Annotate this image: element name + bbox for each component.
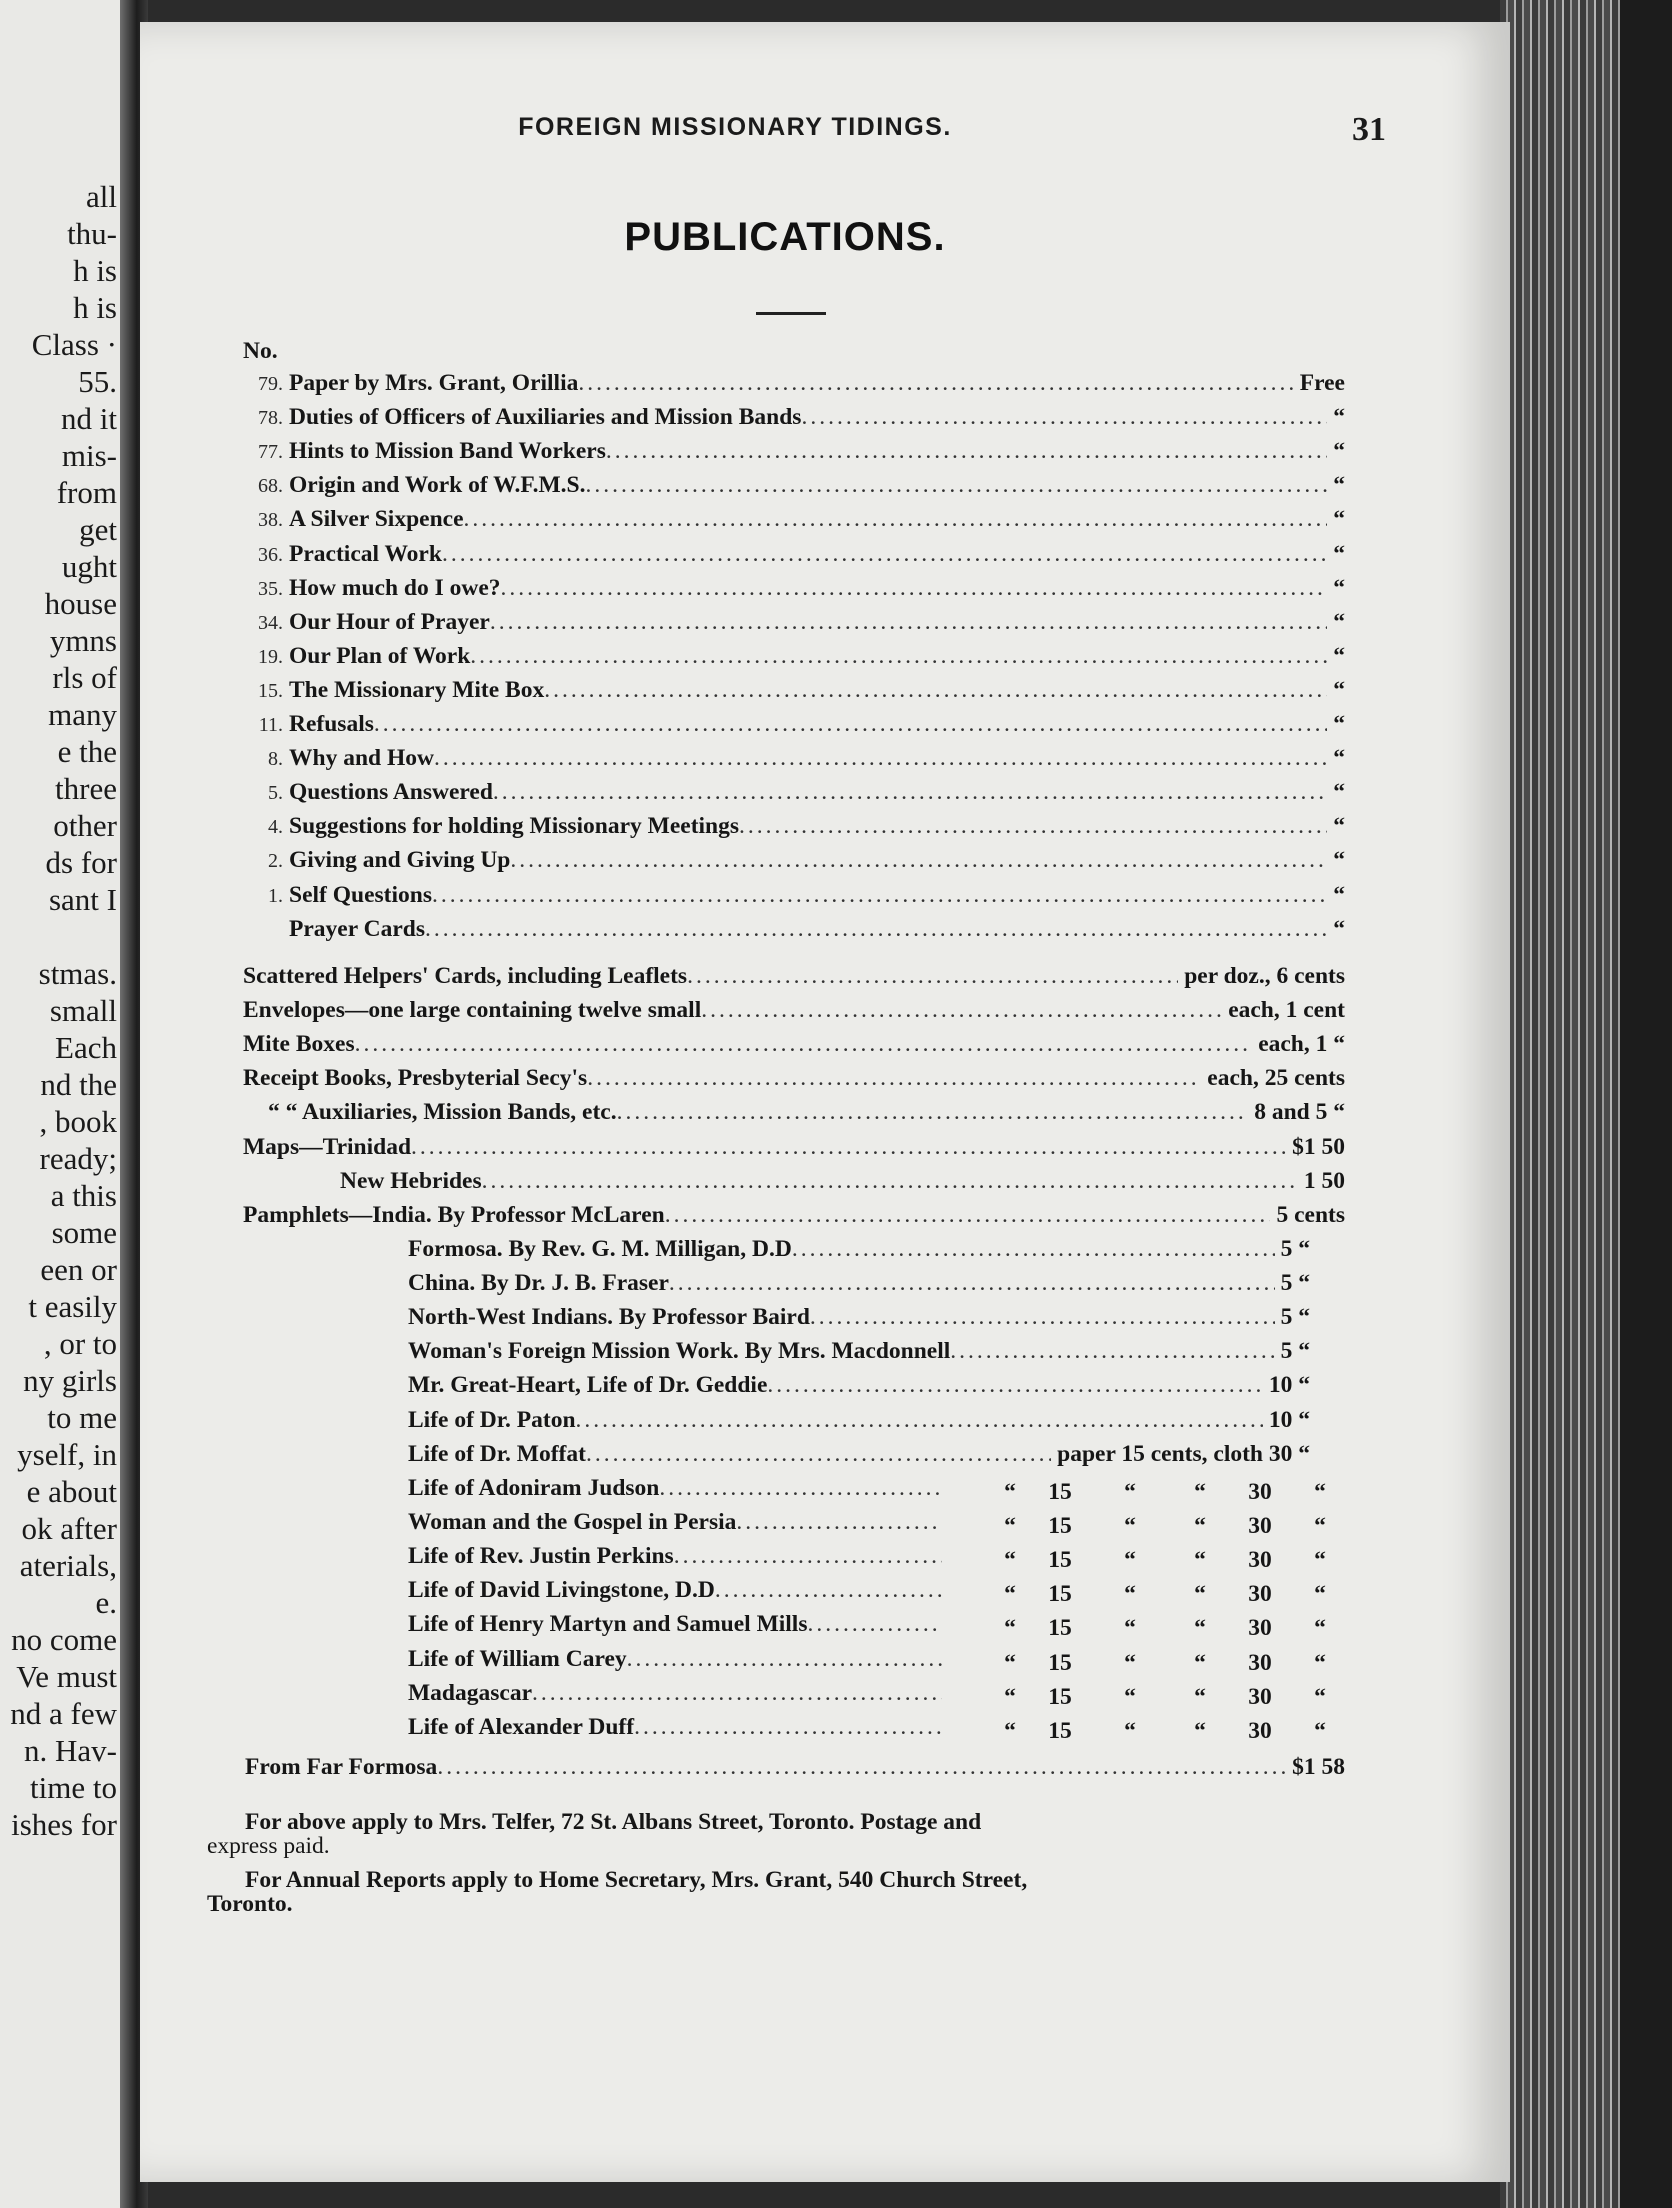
item-title: Madagascar — [408, 1679, 533, 1706]
left-page-line: nd the — [40, 1067, 117, 1102]
item-title: Life of Alexander Duff — [408, 1713, 635, 1740]
item-title: Paper by Mrs. Grant, Orillia — [289, 370, 579, 396]
book-price-column: “ — [1194, 1717, 1206, 1744]
publication-row — [408, 1407, 1310, 1441]
book-price-column: 15 — [1048, 1649, 1072, 1676]
note-annual-reports-rest: Toronto. — [207, 1891, 293, 1917]
left-page-fragment — [0, 0, 135, 2208]
item-price: each, 1 cent — [1228, 997, 1345, 1024]
item-title: Envelopes—one large containing twelve small — [243, 997, 702, 1024]
leader-dots — [432, 882, 1327, 909]
item-price: “ — [1333, 608, 1345, 635]
book-price-column: 30 — [1248, 1615, 1272, 1642]
item-price: “ — [1333, 881, 1345, 908]
leader-dots — [578, 370, 1293, 397]
publication-row — [408, 1577, 948, 1611]
left-page-line: een or — [40, 1252, 117, 1287]
leader-dots — [434, 745, 1327, 772]
item-title: Questions Answered — [289, 779, 493, 806]
publication-row — [240, 506, 1345, 540]
publication-row — [243, 1134, 1345, 1168]
item-price: 5 “ — [1280, 1236, 1310, 1262]
item-title: Why and How — [289, 745, 434, 772]
left-page-line: rls of — [52, 660, 117, 695]
item-title: Origin and Work of W.F.M.S. — [289, 472, 586, 499]
item-title: Practical Work — [289, 540, 442, 567]
item-number: 8. — [268, 748, 283, 771]
item-title: Suggestions for holding Missionary Meetings — [289, 813, 740, 840]
book-price-column: “ — [1004, 1717, 1016, 1744]
book-price-column: “ — [1124, 1479, 1136, 1505]
book-price-column: 15 — [1048, 1581, 1072, 1608]
leader-dots — [634, 1714, 942, 1741]
publication-row — [408, 1714, 948, 1748]
book-price-column: “ — [1124, 1581, 1136, 1608]
item-price: “ — [1333, 472, 1345, 499]
publication-row — [245, 1754, 1345, 1788]
publication-row — [243, 1031, 1345, 1065]
book-price-column: “ — [1314, 1683, 1326, 1710]
left-page-line: ny girls — [23, 1363, 117, 1398]
book-price-column: 30 — [1248, 1547, 1272, 1574]
book-price-column: “ — [1314, 1581, 1326, 1608]
item-price: “ — [1333, 779, 1345, 806]
left-page-line: house — [44, 586, 117, 621]
book-price-column: 15 — [1048, 1513, 1072, 1540]
item-title: Our Plan of Work — [289, 642, 471, 669]
item-title: Self Questions — [289, 881, 432, 908]
publication-row — [243, 963, 1345, 997]
item-number: 4. — [268, 816, 283, 839]
left-page-line: stmas. — [38, 956, 117, 991]
leader-dots — [411, 1134, 1286, 1161]
item-price: “ — [1333, 506, 1345, 533]
item-title: Our Hour of Prayer — [289, 608, 490, 635]
item-price: Free — [1299, 370, 1345, 396]
book-price-column: “ — [1124, 1649, 1136, 1676]
leader-dots — [701, 997, 1222, 1024]
leader-dots — [355, 1031, 1253, 1058]
note-telfer-text: For above apply to Mrs. Telfer, 72 St. Albans Street, Toronto. Postage and — [245, 1809, 982, 1835]
item-title: Maps—Trinidad — [243, 1133, 412, 1160]
leader-dots — [669, 1270, 1275, 1297]
leader-dots — [665, 1202, 1271, 1229]
item-title: Life of William Carey — [408, 1645, 627, 1672]
item-price: “ — [1333, 711, 1345, 737]
publication-row — [240, 847, 1345, 881]
page-title: PUBLICATIONS. — [624, 215, 946, 259]
leader-dots — [792, 1236, 1275, 1263]
publication-row — [408, 1611, 948, 1645]
leader-dots — [470, 643, 1327, 670]
item-price: per doz., 6 cents — [1184, 963, 1345, 989]
publication-row — [240, 813, 1345, 847]
publication-row — [408, 1646, 948, 1680]
running-title: FOREIGN MISSIONARY TIDINGS. — [518, 113, 952, 141]
item-price: paper 15 cents, cloth 30 “ — [1057, 1440, 1310, 1467]
item-title: How much do I owe? — [289, 574, 501, 601]
item-price: 8 and 5 “ — [1254, 1099, 1345, 1126]
book-price-column: “ — [1124, 1547, 1136, 1574]
publication-row — [240, 438, 1345, 472]
book-price-column: “ — [1314, 1547, 1326, 1574]
item-number: 1. — [268, 884, 283, 907]
leader-dots — [532, 1680, 942, 1707]
item-title: Mite Boxes — [243, 1031, 355, 1058]
left-page-line: Ve must — [16, 1659, 117, 1694]
book-price-column: 15 — [1048, 1717, 1072, 1744]
item-price: “ — [1333, 676, 1345, 703]
leader-dots — [482, 1168, 1298, 1195]
left-page-line: h is — [73, 253, 117, 288]
item-title: Pamphlets—India. By Professor McLaren — [243, 1201, 665, 1228]
item-title: From Far Formosa — [245, 1754, 438, 1780]
leader-dots — [627, 1646, 942, 1673]
left-page-line: many — [48, 697, 117, 732]
left-page-line: ishes for — [11, 1807, 117, 1842]
note-annual-reports — [207, 1867, 1345, 1917]
item-price: 10 “ — [1268, 1372, 1310, 1399]
left-page-line: small — [49, 993, 117, 1028]
left-page-line: thu- — [67, 216, 117, 251]
item-price: 5 “ — [1280, 1270, 1310, 1297]
left-page-line: nd a few — [10, 1696, 117, 1731]
item-title: Life of Dr. Paton — [408, 1406, 576, 1433]
item-title: Giving and Giving Up — [289, 847, 511, 874]
leader-dots — [715, 1577, 942, 1604]
book-price-column: “ — [1194, 1513, 1206, 1540]
publication-row — [408, 1270, 1310, 1304]
item-number: 15. — [258, 679, 283, 702]
book-price-column: “ — [1194, 1581, 1206, 1608]
left-page-line: e about — [26, 1474, 117, 1509]
item-price: each, 1 “ — [1258, 1031, 1345, 1058]
leader-dots — [674, 1543, 942, 1570]
publication-row — [240, 916, 1345, 950]
item-price: 5 “ — [1280, 1338, 1310, 1365]
item-number: 77. — [258, 441, 283, 464]
left-page-line: t easily — [28, 1289, 117, 1324]
item-title: Duties of Officers of Auxiliaries and Mission Bands — [289, 404, 802, 431]
note-telfer — [207, 1809, 1345, 1859]
book-price-column: “ — [1194, 1547, 1206, 1574]
item-number: 2. — [268, 850, 283, 873]
left-page-line: to me — [47, 1400, 117, 1435]
left-page-line: yself, in — [17, 1437, 117, 1472]
item-title: Woman and the Gospel in Persia — [408, 1509, 737, 1536]
left-page-line: aterials, — [19, 1548, 117, 1583]
leader-dots — [950, 1338, 1274, 1365]
item-price: “ — [1333, 642, 1345, 669]
note-annual-reports-text: For Annual Reports apply to Home Secretary, Mrs. Grant, 540 Church Street, — [245, 1867, 1028, 1893]
item-title: North-West Indians. By Professor Baird — [408, 1304, 810, 1331]
item-title: Scattered Helpers' Cards, including Leaflets — [243, 963, 688, 989]
item-price: “ — [1333, 404, 1345, 431]
leader-dots — [493, 779, 1327, 806]
item-price: “ — [1333, 540, 1345, 567]
item-title: “ “ Auxiliaries, Mission Bands, etc. — [268, 1099, 617, 1126]
publication-row — [408, 1236, 1310, 1270]
left-page-lines — [10, 178, 117, 1843]
publication-row — [240, 404, 1345, 438]
leader-dots — [425, 916, 1327, 943]
leader-dots — [576, 1407, 1263, 1434]
item-price: 1 50 — [1303, 1167, 1345, 1194]
item-number: 34. — [258, 611, 283, 634]
item-title: Life of Adoniram Judson — [408, 1475, 660, 1501]
item-number: 11. — [258, 714, 283, 736]
book-price-column: “ — [1314, 1479, 1326, 1505]
number-heading: No. — [243, 338, 278, 364]
book-price-column: “ — [1124, 1717, 1136, 1744]
item-title: Life of Rev. Justin Perkins — [408, 1543, 674, 1570]
left-page-line: ught — [61, 549, 117, 584]
book-price-column: “ — [1004, 1479, 1016, 1505]
publication-row — [408, 1680, 948, 1714]
book-cover-edge — [1620, 0, 1672, 2208]
publication-row — [243, 1065, 1345, 1099]
item-title: Formosa. By Rev. G. M. Milligan, D.D — [408, 1236, 792, 1262]
left-page-line: a this — [50, 1178, 117, 1213]
book-price-column: “ — [1194, 1649, 1206, 1676]
page-number: 31 — [1352, 111, 1386, 148]
item-price: “ — [1333, 574, 1345, 601]
publication-row — [268, 1099, 1345, 1133]
item-title: Woman's Foreign Mission Work. By Mrs. Macdonnell — [408, 1338, 951, 1365]
item-number: 68. — [258, 475, 283, 498]
publication-row — [408, 1543, 948, 1577]
book-price-column: “ — [1314, 1513, 1326, 1540]
item-price: “ — [1333, 915, 1345, 942]
item-price: “ — [1333, 438, 1345, 465]
left-page-line: ymns — [49, 623, 117, 658]
leader-dots — [801, 404, 1327, 431]
publication-row — [408, 1509, 948, 1543]
book-price-column: 15 — [1048, 1615, 1072, 1642]
book-price-column: “ — [1194, 1479, 1206, 1505]
leader-dots — [767, 1372, 1263, 1399]
leader-dots — [464, 506, 1328, 533]
book-price-column: “ — [1124, 1513, 1136, 1540]
item-price: $1 58 — [1292, 1754, 1345, 1780]
item-number: 5. — [268, 782, 283, 805]
publication-row — [240, 541, 1345, 575]
item-title: China. By Dr. J. B. Fraser — [408, 1270, 669, 1297]
left-page-line: n. Hav- — [24, 1733, 117, 1768]
book-price-column: 30 — [1248, 1649, 1272, 1676]
left-page-line: get — [79, 512, 117, 547]
book-price-column: “ — [1314, 1649, 1326, 1676]
left-page-line: nd it — [61, 401, 117, 436]
left-page-line: ds for — [45, 845, 117, 880]
item-number: 36. — [258, 543, 283, 566]
leader-dots — [739, 813, 1327, 840]
leader-dots — [374, 711, 1327, 738]
left-page-line: from — [56, 475, 117, 510]
item-title: Life of Henry Martyn and Samuel Mills — [408, 1611, 808, 1638]
book-price-column: 15 — [1048, 1547, 1072, 1574]
left-page-line — [10, 918, 117, 955]
left-page-line: some — [51, 1215, 117, 1250]
publication-row — [240, 779, 1345, 813]
left-page-line: sant I — [48, 882, 117, 917]
leader-dots — [490, 609, 1327, 636]
left-page-line: all — [86, 179, 117, 214]
item-title: Refusals — [289, 711, 374, 737]
item-title: New Hebrides — [340, 1167, 482, 1194]
book-price-column: “ — [1194, 1683, 1206, 1710]
item-title: The Missionary Mite Box — [289, 676, 545, 703]
item-number: 78. — [258, 407, 283, 430]
publication-row — [240, 575, 1345, 609]
left-page-line: ok after — [21, 1511, 117, 1546]
left-page-line: e the — [57, 734, 117, 769]
leader-dots — [585, 472, 1327, 499]
left-page-line: time to — [30, 1770, 117, 1805]
item-number: 35. — [258, 577, 283, 600]
leader-dots — [586, 1441, 1051, 1468]
book-price-column: “ — [1004, 1683, 1016, 1710]
leader-dots — [807, 1611, 942, 1638]
book-price-column: “ — [1314, 1615, 1326, 1642]
publication-row — [243, 997, 1345, 1031]
book-price-column: 30 — [1248, 1513, 1272, 1540]
item-price: 5 cents — [1276, 1201, 1345, 1228]
leader-dots — [659, 1475, 942, 1502]
publication-row — [240, 609, 1345, 643]
leader-dots — [544, 677, 1327, 704]
left-page-line: other — [53, 808, 117, 843]
item-title: Life of Dr. Moffat — [408, 1440, 586, 1467]
item-title: Hints to Mission Band Workers — [289, 438, 606, 465]
item-title: Life of David Livingstone, D.D — [408, 1577, 715, 1604]
item-price: “ — [1333, 847, 1345, 874]
book-price-column: “ — [1314, 1717, 1326, 1744]
book-price-column: 15 — [1048, 1479, 1072, 1505]
publication-row — [240, 711, 1345, 745]
left-page-line: ready; — [39, 1141, 117, 1176]
note-telfer-rest: express paid. — [207, 1833, 330, 1859]
left-page-line: e. — [95, 1585, 117, 1620]
book-price-column: 30 — [1248, 1479, 1272, 1505]
publication-row — [240, 370, 1345, 404]
publication-row — [408, 1304, 1310, 1338]
book-price-column: “ — [1194, 1615, 1206, 1642]
item-number: 79. — [258, 373, 283, 395]
item-price: “ — [1333, 745, 1345, 772]
book-price-column: “ — [1004, 1615, 1016, 1642]
left-page-line: no come — [11, 1622, 117, 1657]
book-price-column: 30 — [1248, 1581, 1272, 1608]
leader-dots — [442, 541, 1327, 568]
left-page-line: Each — [55, 1030, 117, 1065]
left-page-line: , or to — [43, 1326, 117, 1361]
item-title: Mr. Great-Heart, Life of Dr. Geddie — [408, 1372, 768, 1399]
leader-dots — [617, 1099, 1249, 1126]
publication-row — [240, 745, 1345, 779]
item-number: 38. — [258, 509, 283, 532]
left-page-line: three — [55, 771, 117, 806]
publication-row — [240, 472, 1345, 506]
item-price: each, 25 cents — [1207, 1065, 1345, 1092]
left-page-line: Class · — [31, 327, 117, 362]
leader-dots — [736, 1509, 942, 1536]
leader-dots — [687, 963, 1178, 990]
book-price-column: “ — [1004, 1547, 1016, 1574]
publication-row — [240, 643, 1345, 677]
publication-row — [408, 1441, 1310, 1475]
publication-row — [243, 1202, 1345, 1236]
leader-dots — [437, 1754, 1286, 1781]
item-price: $1 50 — [1292, 1133, 1345, 1160]
leader-dots — [587, 1065, 1201, 1092]
book-price-column: “ — [1004, 1513, 1016, 1540]
item-price: 10 “ — [1268, 1406, 1310, 1433]
book-price-column: 30 — [1248, 1683, 1272, 1710]
book-price-column: “ — [1004, 1581, 1016, 1608]
publication-row — [240, 882, 1345, 916]
publication-row — [408, 1338, 1310, 1372]
publication-row — [408, 1475, 948, 1509]
left-page-line: 55. — [78, 364, 117, 399]
leader-dots — [510, 847, 1327, 874]
left-page-line: mis- — [61, 438, 117, 473]
item-title: A Silver Sixpence — [289, 506, 464, 533]
item-price: 5 “ — [1280, 1304, 1310, 1331]
left-page-line: h is — [73, 290, 117, 325]
item-title: Prayer Cards — [289, 915, 425, 942]
leader-dots — [810, 1304, 1275, 1331]
item-price: “ — [1333, 813, 1345, 840]
book-price-column: 15 — [1048, 1683, 1072, 1710]
book-price-column: “ — [1124, 1615, 1136, 1642]
book-price-column: “ — [1124, 1683, 1136, 1710]
item-title: Receipt Books, Presbyterial Secy's — [243, 1065, 588, 1092]
publication-row — [408, 1372, 1310, 1406]
publication-row — [340, 1168, 1345, 1202]
leader-dots — [501, 575, 1328, 602]
book-price-column: 30 — [1248, 1717, 1272, 1744]
title-rule — [756, 312, 826, 315]
publication-row — [240, 677, 1345, 711]
leader-dots — [606, 438, 1327, 465]
item-number: 19. — [258, 645, 283, 668]
left-page-line: , book — [39, 1104, 117, 1139]
book-price-column: “ — [1004, 1649, 1016, 1676]
